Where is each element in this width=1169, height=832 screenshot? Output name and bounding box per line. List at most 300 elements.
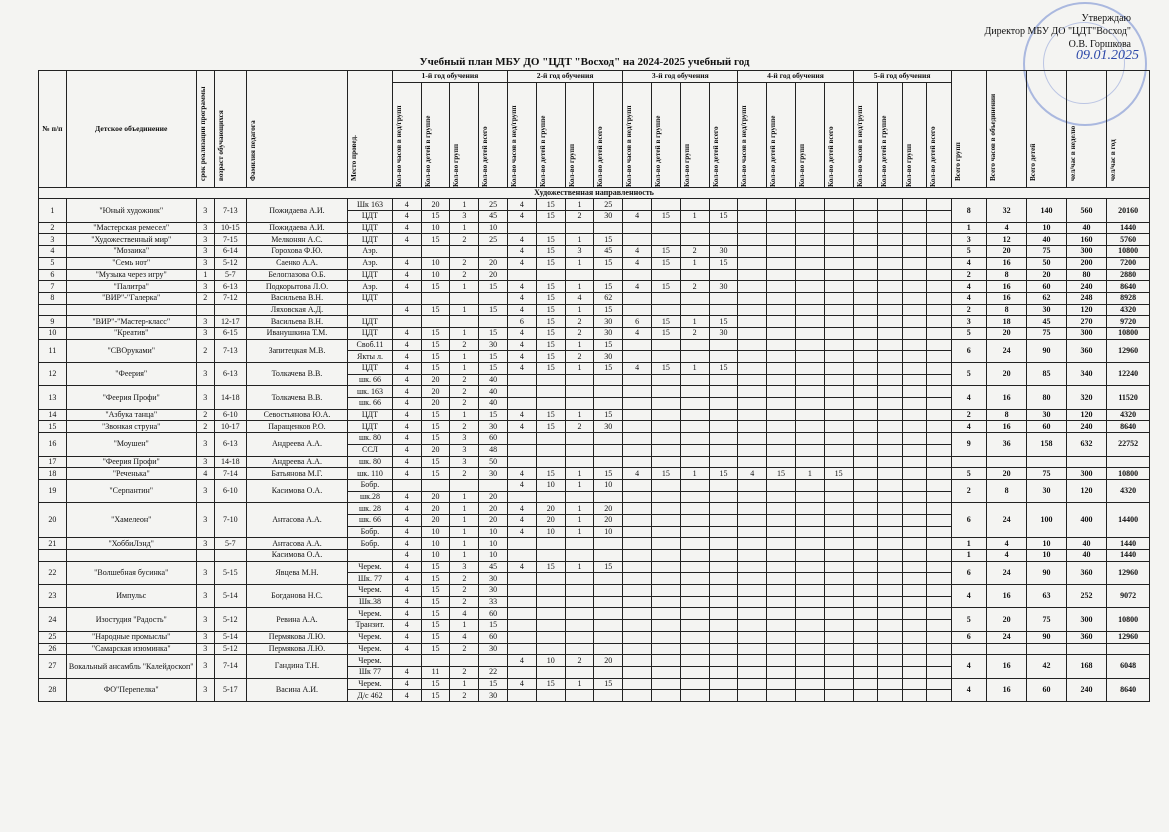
total-children: 20 xyxy=(1027,269,1066,281)
program-term: 3 xyxy=(196,199,214,222)
value-y3-4 xyxy=(709,608,738,620)
value-y1-2: 15 xyxy=(421,211,450,223)
subheader-y1-1: Кол-во часов в нед/групп xyxy=(392,82,421,187)
value-y3-2: 15 xyxy=(651,246,680,258)
value-y5-1 xyxy=(853,374,878,386)
value-y3-4 xyxy=(709,643,738,655)
value-y1-2 xyxy=(421,655,450,667)
value-y2-4: 15 xyxy=(594,409,623,421)
value-y3-2 xyxy=(651,409,680,421)
total-groups: 4 xyxy=(951,386,986,409)
total-hours: 36 xyxy=(986,433,1027,456)
value-y2-3: 1 xyxy=(565,409,594,421)
value-y2-4: 15 xyxy=(594,561,623,573)
value-y2-4: 30 xyxy=(594,351,623,363)
value-y1-2: 15 xyxy=(421,468,450,480)
value-y3-1 xyxy=(623,503,652,515)
value-y4-3 xyxy=(795,374,824,386)
teacher-name: Пожидаева А.И. xyxy=(246,199,347,222)
value-y5-3 xyxy=(902,596,927,608)
total-groups: 2 xyxy=(951,304,986,316)
association-name: "ВИР"-"Мастер-класс" xyxy=(66,316,196,328)
total-children: 158 xyxy=(1027,433,1066,456)
total-children: 40 xyxy=(1027,234,1066,246)
header-total-hours: Всего часов в объединении xyxy=(986,71,1027,188)
value-y4-2 xyxy=(767,491,796,503)
total-groups: 4 xyxy=(951,655,986,678)
subheader-y5-2: Кол-во детей в группе xyxy=(878,82,903,187)
value-y5-2 xyxy=(878,246,903,258)
row-number: 8 xyxy=(39,292,67,304)
value-y1-3: 3 xyxy=(450,456,479,468)
value-y5-2 xyxy=(878,339,903,351)
total-hours: 4 xyxy=(986,550,1027,562)
value-y1-2: 15 xyxy=(421,608,450,620)
value-y3-2 xyxy=(651,433,680,445)
row-number: 21 xyxy=(39,538,67,550)
total-hours: 20 xyxy=(986,363,1027,386)
value-y1-1: 4 xyxy=(392,327,421,339)
value-y2-3: 1 xyxy=(565,199,594,211)
value-y5-4 xyxy=(927,503,952,515)
value-y5-4 xyxy=(927,608,952,620)
value-y1-1: 4 xyxy=(392,643,421,655)
value-y2-4 xyxy=(594,456,623,468)
value-y4-3 xyxy=(795,257,824,269)
value-y3-3 xyxy=(680,690,709,702)
value-y5-1 xyxy=(853,596,878,608)
value-y3-1 xyxy=(623,585,652,597)
value-y5-1 xyxy=(853,608,878,620)
value-y1-1: 4 xyxy=(392,269,421,281)
value-y4-2 xyxy=(767,281,796,293)
value-y5-4 xyxy=(927,514,952,526)
subheader-y4-3: Кол-во групп xyxy=(795,82,824,187)
value-y4-2 xyxy=(767,561,796,573)
value-y5-1 xyxy=(853,292,878,304)
value-y1-2: 15 xyxy=(421,585,450,597)
value-y4-4 xyxy=(824,456,853,468)
age-range xyxy=(214,304,246,316)
value-y4-3 xyxy=(795,456,824,468)
value-y1-1: 4 xyxy=(392,421,421,433)
place: Транзит. xyxy=(348,620,393,632)
value-y2-4: 15 xyxy=(594,363,623,375)
age-range: 14-18 xyxy=(214,386,246,409)
value-y2-3: 2 xyxy=(565,316,594,328)
value-y3-1 xyxy=(623,514,652,526)
value-y3-2 xyxy=(651,631,680,643)
value-y3-4: 15 xyxy=(709,363,738,375)
value-y4-2 xyxy=(767,444,796,456)
value-y4-4 xyxy=(824,433,853,445)
value-y5-3 xyxy=(902,421,927,433)
value-y2-3: 2 xyxy=(565,655,594,667)
value-y3-2 xyxy=(651,374,680,386)
value-y3-2 xyxy=(651,491,680,503)
value-y1-1: 4 xyxy=(392,503,421,515)
value-y5-1 xyxy=(853,573,878,585)
place: шк. 80 xyxy=(348,456,393,468)
total-hours: 18 xyxy=(986,316,1027,328)
value-y4-3 xyxy=(795,631,824,643)
value-y1-4: 25 xyxy=(479,234,508,246)
total-hours: 8 xyxy=(986,409,1027,421)
value-y5-1 xyxy=(853,269,878,281)
program-term: 1 xyxy=(196,269,214,281)
value-y2-1 xyxy=(508,666,537,678)
value-y1-1: 4 xyxy=(392,257,421,269)
value-y1-4: 30 xyxy=(479,421,508,433)
value-y2-2: 10 xyxy=(536,526,565,538)
value-y4-1 xyxy=(738,491,767,503)
value-y4-1 xyxy=(738,374,767,386)
value-y1-3: 1 xyxy=(450,222,479,234)
row-number: 23 xyxy=(39,585,67,608)
value-y4-3 xyxy=(795,585,824,597)
value-y2-1: 4 xyxy=(508,409,537,421)
value-y3-1 xyxy=(623,222,652,234)
hours-week: 300 xyxy=(1066,608,1107,631)
value-y3-1 xyxy=(623,561,652,573)
value-y5-4 xyxy=(927,561,952,573)
value-y3-3 xyxy=(680,678,709,690)
value-y2-2 xyxy=(536,596,565,608)
value-y4-4 xyxy=(824,561,853,573)
value-y4-3 xyxy=(795,398,824,410)
value-y4-3 xyxy=(795,304,824,316)
row-number: 27 xyxy=(39,655,67,678)
value-y2-2 xyxy=(536,269,565,281)
value-y5-1 xyxy=(853,304,878,316)
value-y2-3: 1 xyxy=(565,468,594,480)
value-y1-4: 10 xyxy=(479,222,508,234)
value-y1-4: 20 xyxy=(479,503,508,515)
total-groups: 1 xyxy=(951,222,986,234)
value-y1-3 xyxy=(450,479,479,491)
value-y4-4 xyxy=(824,444,853,456)
header-teacher: Фамилия педагога xyxy=(246,71,347,188)
value-y3-2 xyxy=(651,292,680,304)
value-y2-2: 15 xyxy=(536,281,565,293)
value-y4-3 xyxy=(795,222,824,234)
value-y2-4 xyxy=(594,398,623,410)
value-y1-3: 2 xyxy=(450,398,479,410)
value-y2-1: 4 xyxy=(508,257,537,269)
value-y4-3 xyxy=(795,573,824,585)
value-y4-4 xyxy=(824,678,853,690)
value-y4-3 xyxy=(795,316,824,328)
value-y5-4 xyxy=(927,409,952,421)
value-y2-2 xyxy=(536,690,565,702)
value-y2-1: 4 xyxy=(508,234,537,246)
value-y1-2: 10 xyxy=(421,257,450,269)
value-y1-3: 1 xyxy=(450,550,479,562)
header-total-groups: Всего групп xyxy=(951,71,986,188)
teacher-name: Ляховская А.Д. xyxy=(246,304,347,316)
teacher-name: Андреева А.А. xyxy=(246,433,347,456)
value-y4-3 xyxy=(795,421,824,433)
value-y4-4 xyxy=(824,234,853,246)
association-name: "Палитра" xyxy=(66,281,196,293)
hours-year: 8640 xyxy=(1107,281,1150,293)
total-hours: 24 xyxy=(986,339,1027,362)
teacher-name: Саенко А.А. xyxy=(246,257,347,269)
value-y3-1 xyxy=(623,479,652,491)
value-y3-4 xyxy=(709,269,738,281)
value-y4-2 xyxy=(767,666,796,678)
value-y5-1 xyxy=(853,690,878,702)
value-y2-3 xyxy=(565,491,594,503)
value-y4-1 xyxy=(738,351,767,363)
age-range: 7-15 xyxy=(214,234,246,246)
association-name: "Мозаика" xyxy=(66,246,196,258)
row-number: 2 xyxy=(39,222,67,234)
value-y4-1 xyxy=(738,596,767,608)
value-y3-1 xyxy=(623,631,652,643)
hours-week: 240 xyxy=(1066,678,1107,701)
value-y3-3 xyxy=(680,409,709,421)
table-row xyxy=(39,561,1150,573)
total-hours: 24 xyxy=(986,503,1027,538)
value-y2-4 xyxy=(594,666,623,678)
value-y5-1 xyxy=(853,550,878,562)
place: Бобр. xyxy=(348,526,393,538)
value-y1-3: 2 xyxy=(450,257,479,269)
value-y5-3 xyxy=(902,620,927,632)
value-y5-2 xyxy=(878,222,903,234)
value-y5-2 xyxy=(878,526,903,538)
total-children: 75 xyxy=(1027,468,1066,480)
value-y1-1: 4 xyxy=(392,409,421,421)
total-children: 60 xyxy=(1027,678,1066,701)
hours-year: 1440 xyxy=(1107,222,1150,234)
value-y4-3 xyxy=(795,666,824,678)
value-y3-2: 15 xyxy=(651,316,680,328)
value-y1-4: 30 xyxy=(479,643,508,655)
value-y3-4 xyxy=(709,514,738,526)
table-row xyxy=(39,269,1150,281)
total-groups: 8 xyxy=(951,199,986,222)
value-y3-3: 1 xyxy=(680,316,709,328)
value-y5-4 xyxy=(927,199,952,211)
value-y1-1: 4 xyxy=(392,514,421,526)
value-y4-4 xyxy=(824,690,853,702)
value-y5-2 xyxy=(878,421,903,433)
value-y4-1 xyxy=(738,631,767,643)
value-y3-1: 4 xyxy=(623,363,652,375)
value-y5-4 xyxy=(927,363,952,375)
total-groups xyxy=(951,456,986,468)
association-name: "Хамелеон" xyxy=(66,503,196,538)
value-y2-4: 10 xyxy=(594,526,623,538)
value-y5-3 xyxy=(902,550,927,562)
table-row xyxy=(39,281,1150,293)
value-y5-4 xyxy=(927,386,952,398)
value-y1-1: 4 xyxy=(392,608,421,620)
teacher-name: Касимова О.А. xyxy=(246,550,347,562)
age-range: 7-10 xyxy=(214,503,246,538)
value-y2-2 xyxy=(536,433,565,445)
value-y5-3 xyxy=(902,292,927,304)
value-y5-2 xyxy=(878,433,903,445)
value-y2-1 xyxy=(508,550,537,562)
value-y5-2 xyxy=(878,631,903,643)
hours-year: 5760 xyxy=(1107,234,1150,246)
value-y5-1 xyxy=(853,585,878,597)
value-y3-3 xyxy=(680,292,709,304)
value-y1-4: 20 xyxy=(479,257,508,269)
value-y2-2: 15 xyxy=(536,316,565,328)
age-range: 6-13 xyxy=(214,281,246,293)
value-y5-2 xyxy=(878,269,903,281)
value-y4-2 xyxy=(767,363,796,375)
hours-year: 12240 xyxy=(1107,363,1150,386)
place: Черем. xyxy=(348,678,393,690)
value-y3-3 xyxy=(680,620,709,632)
value-y3-1: 4 xyxy=(623,468,652,480)
value-y5-1 xyxy=(853,351,878,363)
value-y2-3 xyxy=(565,444,594,456)
age-range: 7-14 xyxy=(214,468,246,480)
value-y4-3 xyxy=(795,444,824,456)
value-y3-2 xyxy=(651,585,680,597)
association-name: "СВОруками" xyxy=(66,339,196,362)
value-y4-2 xyxy=(767,690,796,702)
place: ЦДТ xyxy=(348,421,393,433)
value-y5-2 xyxy=(878,666,903,678)
value-y2-1: 4 xyxy=(508,351,537,363)
row-number: 25 xyxy=(39,631,67,643)
program-term: 3 xyxy=(196,655,214,678)
value-y3-3 xyxy=(680,433,709,445)
value-y1-4: 60 xyxy=(479,433,508,445)
total-children: 140 xyxy=(1027,199,1066,222)
value-y4-1 xyxy=(738,620,767,632)
value-y3-2 xyxy=(651,643,680,655)
association-name: Вокальный ансамбль "Калейдоскоп" xyxy=(66,655,196,678)
value-y3-1 xyxy=(623,444,652,456)
value-y5-3 xyxy=(902,631,927,643)
value-y4-3 xyxy=(795,514,824,526)
value-y4-2 xyxy=(767,678,796,690)
program-term: 3 xyxy=(196,585,214,608)
value-y4-4 xyxy=(824,526,853,538)
total-hours: 24 xyxy=(986,561,1027,584)
total-children: 10 xyxy=(1027,538,1066,550)
value-y4-3 xyxy=(795,269,824,281)
place: шк. 28 xyxy=(348,503,393,515)
value-y1-2: 15 xyxy=(421,304,450,316)
value-y1-3: 2 xyxy=(450,386,479,398)
value-y5-1 xyxy=(853,503,878,515)
header-year5: 5-й год обучения xyxy=(853,71,951,83)
value-y4-4 xyxy=(824,608,853,620)
place: шк. 80 xyxy=(348,433,393,445)
value-y3-1 xyxy=(623,421,652,433)
value-y1-3: 1 xyxy=(450,351,479,363)
row-number xyxy=(39,550,67,562)
hours-week: 40 xyxy=(1066,538,1107,550)
value-y5-4 xyxy=(927,643,952,655)
value-y2-3 xyxy=(565,374,594,386)
value-y1-4: 15 xyxy=(479,281,508,293)
subheader-y4-2: Кол-во детей в группе xyxy=(767,82,796,187)
place: Бобр. xyxy=(348,538,393,550)
hours-year: 12960 xyxy=(1107,561,1150,584)
value-y1-4: 30 xyxy=(479,573,508,585)
place: Черем. xyxy=(348,643,393,655)
value-y2-1 xyxy=(508,456,537,468)
value-y2-4: 15 xyxy=(594,468,623,480)
value-y4-2 xyxy=(767,398,796,410)
hours-week: 240 xyxy=(1066,281,1107,293)
value-y1-4: 40 xyxy=(479,374,508,386)
hours-week: 120 xyxy=(1066,479,1107,502)
value-y3-2 xyxy=(651,526,680,538)
value-y2-3: 2 xyxy=(565,421,594,433)
value-y3-3 xyxy=(680,643,709,655)
hours-year: 6048 xyxy=(1107,655,1150,678)
curriculum-table xyxy=(38,70,1150,702)
value-y2-1 xyxy=(508,608,537,620)
value-y3-2 xyxy=(651,561,680,573)
value-y1-3: 1 xyxy=(450,678,479,690)
place: ЦДТ xyxy=(348,234,393,246)
value-y2-3 xyxy=(565,456,594,468)
value-y1-3: 1 xyxy=(450,409,479,421)
value-y4-2 xyxy=(767,409,796,421)
total-children: 90 xyxy=(1027,561,1066,584)
value-y3-3 xyxy=(680,538,709,550)
table-row xyxy=(39,550,1150,562)
value-y3-2 xyxy=(651,269,680,281)
teacher-name: Богданова Н.С. xyxy=(246,585,347,608)
value-y5-1 xyxy=(853,444,878,456)
association-name: "Мастерская ремесел" xyxy=(66,222,196,234)
value-y3-4 xyxy=(709,398,738,410)
value-y3-3 xyxy=(680,374,709,386)
place: Д/с 462 xyxy=(348,690,393,702)
total-groups: 1 xyxy=(951,538,986,550)
value-y5-1 xyxy=(853,678,878,690)
value-y4-3 xyxy=(795,433,824,445)
value-y5-3 xyxy=(902,199,927,211)
value-y4-2 xyxy=(767,456,796,468)
table-row xyxy=(39,479,1150,491)
value-y4-2 xyxy=(767,327,796,339)
signature-date: 09.01.2025 xyxy=(1076,48,1139,63)
value-y3-4 xyxy=(709,479,738,491)
value-y5-1 xyxy=(853,514,878,526)
value-y2-3 xyxy=(565,398,594,410)
value-y2-2 xyxy=(536,666,565,678)
value-y2-4: 62 xyxy=(594,292,623,304)
value-y3-2 xyxy=(651,234,680,246)
place xyxy=(348,550,393,562)
value-y5-3 xyxy=(902,666,927,678)
value-y4-3 xyxy=(795,620,824,632)
place: Своб.11 xyxy=(348,339,393,351)
hours-year: 22752 xyxy=(1107,433,1150,456)
value-y3-2: 15 xyxy=(651,257,680,269)
value-y3-2: 15 xyxy=(651,327,680,339)
value-y3-3 xyxy=(680,304,709,316)
value-y3-4 xyxy=(709,538,738,550)
section-title: Художественная направленность xyxy=(39,187,1150,199)
total-hours: 8 xyxy=(986,269,1027,281)
value-y5-2 xyxy=(878,491,903,503)
